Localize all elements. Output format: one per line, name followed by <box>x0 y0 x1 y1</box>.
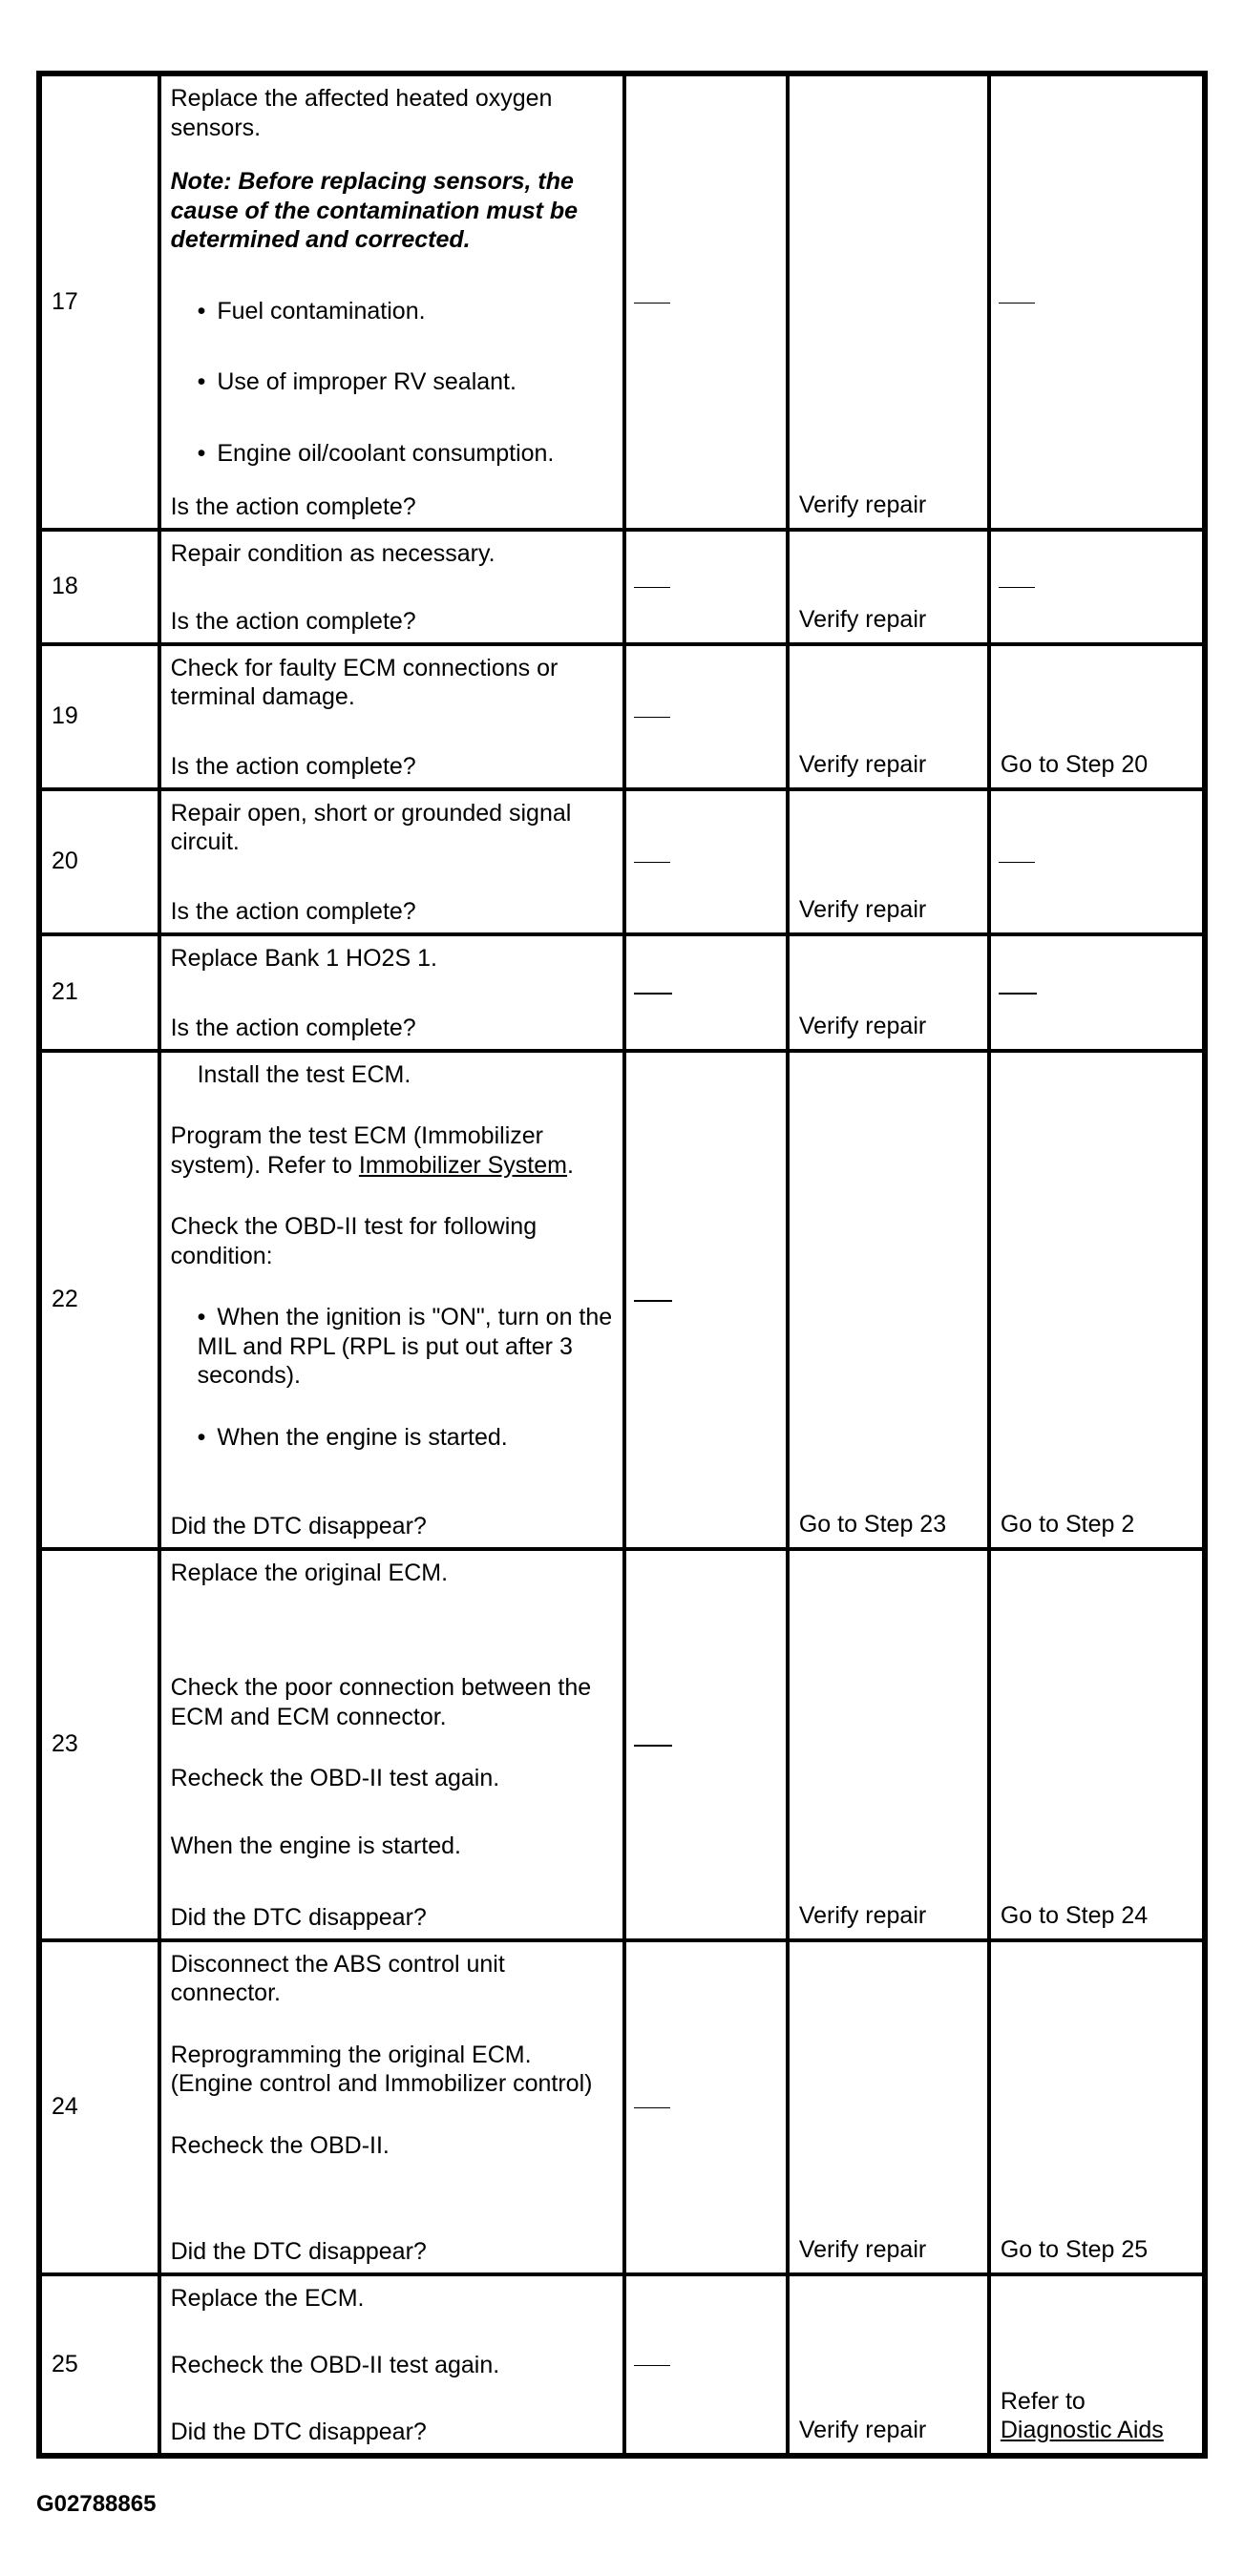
dash-mark <box>634 717 670 718</box>
action-cell <box>159 530 624 644</box>
step-number: 25 <box>39 2274 159 2456</box>
value-cell <box>624 1940 788 2274</box>
action-cell <box>159 1549 624 1940</box>
no-cell <box>989 2274 1205 2456</box>
question-text: Did the DTC disappear? <box>170 1513 427 1539</box>
step-number: 18 <box>39 530 159 644</box>
yes-cell: Verify repair <box>788 73 989 530</box>
table-row <box>39 73 1205 530</box>
action-cell <box>159 934 624 1051</box>
bullet-icon: • <box>197 297 206 325</box>
action-text: Repair open, short or grounded signal circuit. <box>170 799 572 855</box>
action-text: Program the test ECM (Immobilizer system). Refer to Immobilizer System. <box>170 1122 574 1179</box>
action-text: Reprogramming the original ECM. (Engine control and Immobilizer control) <box>170 2041 593 2097</box>
action-cell <box>159 644 624 789</box>
no-cell: Go to Step 25 <box>989 1940 1205 2274</box>
table-row <box>39 1549 1205 1940</box>
action-text: Replace the ECM. <box>170 2284 365 2312</box>
no-cell <box>989 530 1205 644</box>
action-text: Replace Bank 1 HO2S 1. <box>170 944 437 972</box>
table-row <box>39 2274 1205 2456</box>
yes-cell: Verify repair <box>788 1940 989 2274</box>
dash-mark <box>634 303 670 304</box>
table-row <box>39 644 1205 789</box>
note-text: Note: Before replacing sensors, the cause of the contamination must be determined and corrected. <box>170 168 579 253</box>
dash-mark <box>634 2107 670 2108</box>
action-text: Repair condition as necessary. <box>170 539 495 567</box>
question-text: Did the DTC disappear? <box>170 2419 427 2445</box>
yes-cell: Verify repair <box>788 1549 989 1940</box>
dash-mark <box>634 993 672 995</box>
question-text: Did the DTC disappear? <box>170 1904 427 1931</box>
no-cell <box>989 73 1205 530</box>
step-number: 17 <box>39 73 159 530</box>
value-cell <box>624 789 788 934</box>
value-cell <box>624 934 788 1051</box>
action-text: Check the poor connection between the ECM and ECM connector. <box>170 1674 592 1730</box>
action-text: Replace the original ECM. <box>170 1559 449 1586</box>
action-text: Check for faulty ECM connections or terminal damage. <box>170 654 559 710</box>
bullet-item: • When the engine is started. <box>197 1423 508 1451</box>
action-text: Install the test ECM. <box>197 1060 411 1088</box>
dash-mark <box>999 862 1035 863</box>
value-cell <box>624 530 788 644</box>
no-cell: Go to Step 2 <box>989 1051 1205 1549</box>
immobilizer-system-link[interactable]: Immobilizer System <box>358 1151 567 1179</box>
yes-cell: Go to Step 23 <box>788 1051 989 1549</box>
no-cell: Go to Step 24 <box>989 1549 1205 1940</box>
question-text: Did the DTC disappear? <box>170 2238 427 2265</box>
bullet-icon: • <box>197 439 206 467</box>
bullet-item: • Engine oil/coolant consumption. <box>197 439 555 467</box>
question-text: Is the action complete? <box>170 898 416 925</box>
question-text: Is the action complete? <box>170 753 416 780</box>
step-number: 19 <box>39 644 159 789</box>
dash-mark <box>634 1300 672 1302</box>
action-cell <box>159 789 624 934</box>
value-cell <box>624 1549 788 1940</box>
step-number: 24 <box>39 1940 159 2274</box>
action-cell <box>159 73 624 530</box>
dash-mark <box>634 862 670 863</box>
action-text: Replace the affected heated oxygen sensors. <box>170 85 553 141</box>
bullet-icon: • <box>197 1423 206 1451</box>
bullet-item: • Use of improper RV sealant. <box>197 368 517 395</box>
dash-mark <box>999 303 1035 304</box>
action-cell <box>159 1051 624 1549</box>
bullet-item: • Fuel contamination. <box>197 297 426 325</box>
action-cell <box>159 2274 624 2456</box>
no-cell: Go to Step 20 <box>989 644 1205 789</box>
diagnostic-table <box>36 71 1208 2459</box>
bullet-item: • When the ignition is "ON", turn on the MIL and RPL (RPL is put out after 3 seconds). <box>197 1304 613 1389</box>
step-number: 20 <box>39 789 159 934</box>
bullet-icon: • <box>197 368 206 395</box>
question-text: Is the action complete? <box>170 493 416 520</box>
no-cell <box>989 789 1205 934</box>
action-text: Recheck the OBD-II. <box>170 2131 390 2159</box>
question-text: Is the action complete? <box>170 1015 416 1041</box>
figure-id: G02788865 <box>36 2491 157 2517</box>
action-text: Check the OBD-II test for following condition: <box>170 1213 538 1269</box>
value-cell <box>624 2274 788 2456</box>
yes-cell: Verify repair <box>788 644 989 789</box>
dash-mark <box>999 587 1035 588</box>
yes-cell: Verify repair <box>788 789 989 934</box>
yes-cell: Verify repair <box>788 530 989 644</box>
value-cell <box>624 73 788 530</box>
table-row <box>39 934 1205 1051</box>
dash-mark <box>634 2365 670 2366</box>
yes-cell: Verify repair <box>788 934 989 1051</box>
value-cell <box>624 644 788 789</box>
step-number: 23 <box>39 1549 159 1940</box>
value-cell <box>624 1051 788 1549</box>
no-cell <box>989 934 1205 1051</box>
refer-to-text: Refer to <box>1000 2387 1086 2415</box>
step-number: 22 <box>39 1051 159 1549</box>
action-cell <box>159 1940 624 2274</box>
yes-cell: Verify repair <box>788 2274 989 2456</box>
action-text: Recheck the OBD-II test again. <box>170 1765 500 1791</box>
bullet-icon: • <box>197 1304 206 1330</box>
question-text: Is the action complete? <box>170 608 416 635</box>
step-number: 21 <box>39 934 159 1051</box>
table-row <box>39 789 1205 934</box>
table-row <box>39 1940 1205 2274</box>
dash-mark <box>634 587 670 588</box>
action-text: Disconnect the ABS control unit connector. <box>170 1950 505 2006</box>
action-text: When the engine is started. <box>170 1832 461 1859</box>
table-row <box>39 1051 1205 1549</box>
action-text: Recheck the OBD-II test again. <box>170 2352 500 2378</box>
dash-mark <box>999 993 1037 995</box>
diagnostic-aids-link[interactable]: Diagnostic Aids <box>1000 2417 1164 2443</box>
dash-mark <box>634 1745 672 1747</box>
table-row <box>39 530 1205 644</box>
